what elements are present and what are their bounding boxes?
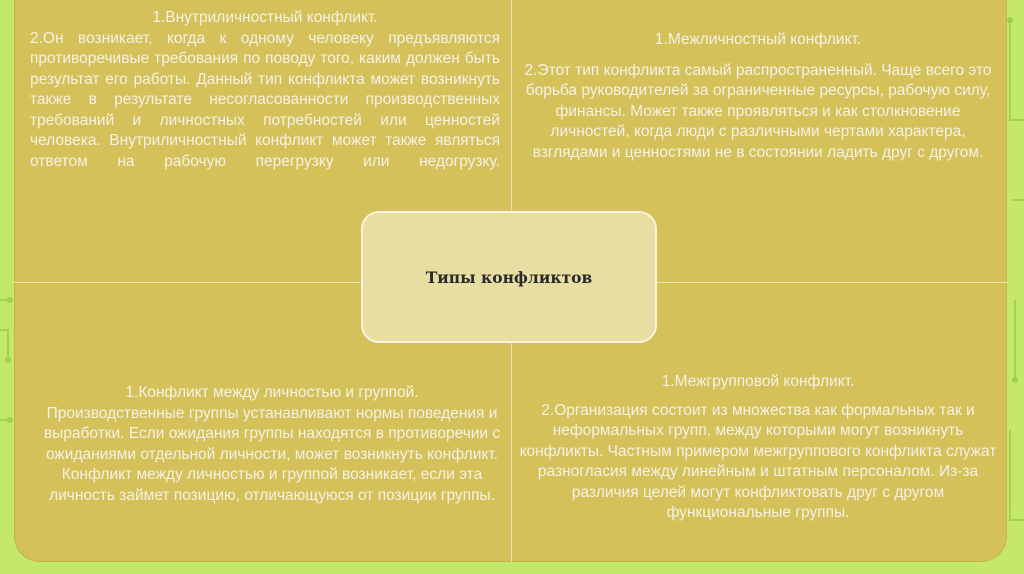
quadrant-intergroup [518,372,998,524]
quadrant-heading: 1.Конфликт между личностью и группой. [125,384,419,401]
quadrant-body: 2.Организация состоит из множества как формальных так и неформальных групп, между которыми могут возникнуть конфликты. Частным примером межгруппового конфликта служат разногласия между линейным и штатным персоналом. Из-за различия целей могут конфликтовать друг с другом функциональные группы. [519,401,997,521]
center-title-box [361,211,657,343]
quadrant-body: 2.Этот тип конфликта самый распространенный. Чаще всего это борьба руководителей за ограниченные ресурсы, рабочую силу, финансы. Может также проявляться и как столкновение личностей, когда люди с различными чертами характера, взглядами и ценностями не в состоянии ладить друг с другом. [524,61,992,161]
quadrant-intrapersonal [30,8,500,193]
quadrant-heading: 1.Межличностный конфликт. [654,31,862,48]
quadrant-heading: 1.Внутриличностный конфликт. [152,9,378,26]
quadrant-body: Производственные группы устанавливают нормы поведения и выработки. Если ожидания группы находятся в противоречии с ожиданиями отдельной личности, может возникнуть конфликт. Конфликт между личностью и группой возникает, если эта личность займет позицию, отличающуюся от позиции группы. [43,404,501,504]
quadrant-heading: 1.Межгрупповой конфликт. [661,373,855,390]
quadrant-interpersonal [518,30,998,163]
center-title: Типы конфликтов [425,267,593,287]
quadrant-person-group [42,383,502,506]
quadrant-body: 2.Он возникает, когда к одному человеку предъявляются противоречивые требования по поводу того, каким должен быть результат его работы. Данный тип конфликта может возникнуть также в результате несогласованности производственных требований и личностных потребностей или ценностей человека. Внутриличностный конфликт может также являться ответом на рабочую перегрузку или недогрузку. [30,29,500,170]
